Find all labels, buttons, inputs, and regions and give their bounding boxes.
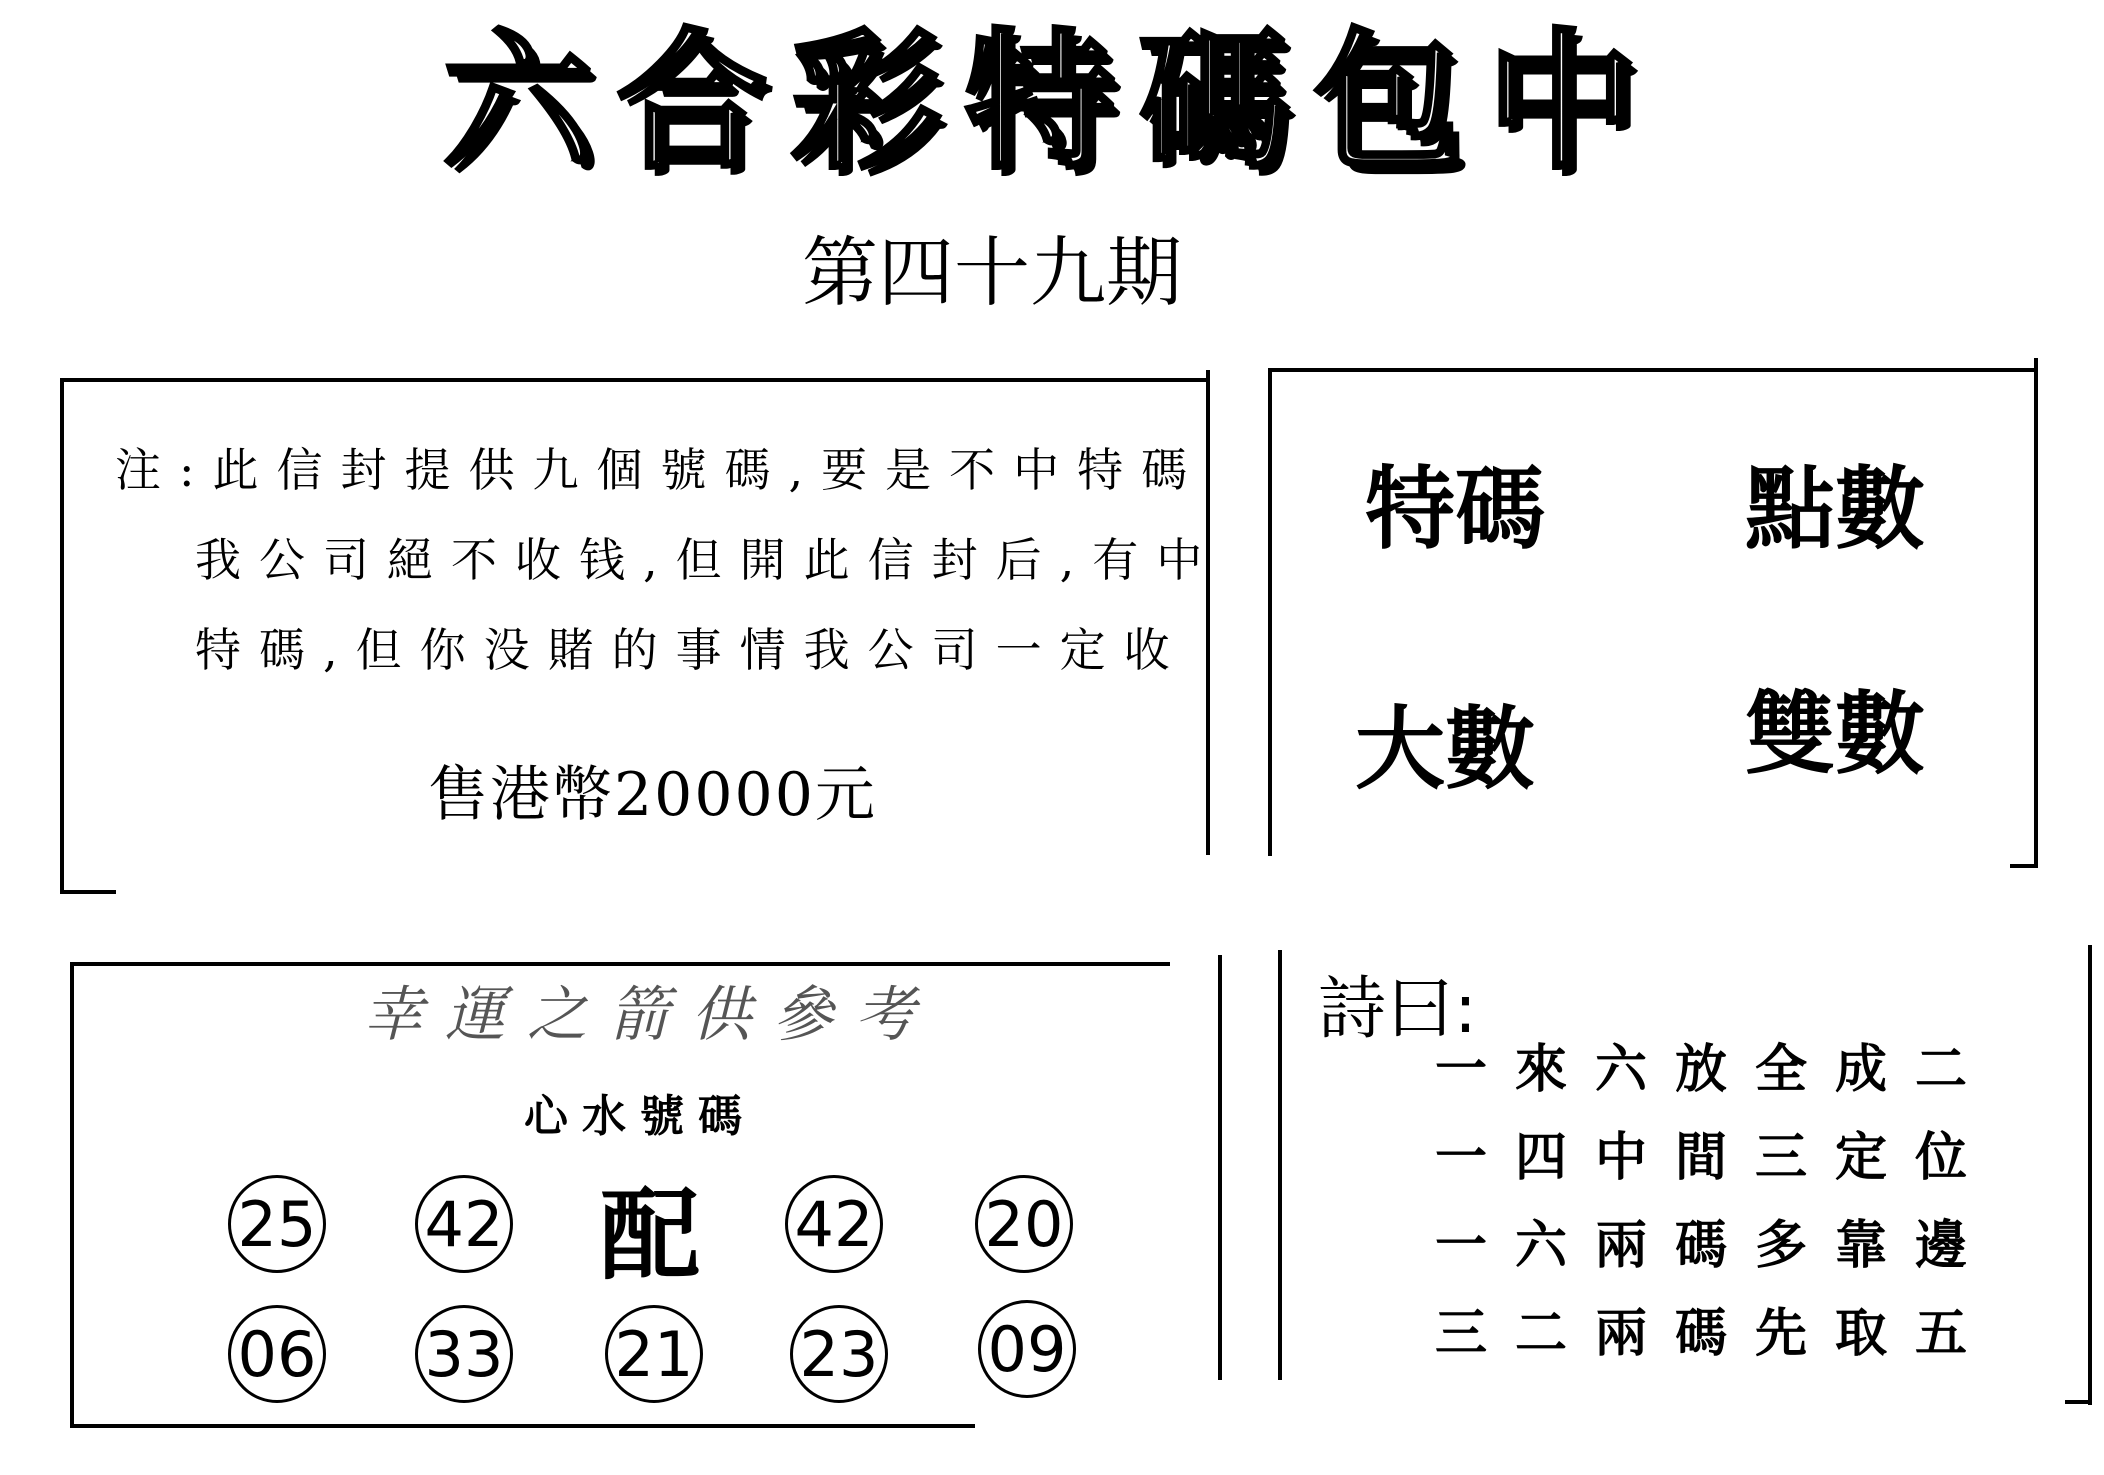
issue-number: 第四十九期 <box>802 228 1182 317</box>
poem-line-1: 一來六放全成二 <box>1435 1039 1996 1100</box>
lucky-number-ball: 06 <box>228 1305 326 1403</box>
attr-points: 點數 <box>1745 457 1925 562</box>
notice-line-2: 我公司絕不收钱,但開此信封后,有中 <box>195 533 1221 587</box>
price-text: 售港幣20000元 <box>428 760 877 830</box>
lucky-subtitle: 心水號碼 <box>524 1091 756 1142</box>
lucky-number-ball: 33 <box>415 1305 513 1403</box>
lucky-number-ball: 20 <box>975 1175 1073 1273</box>
attr-special-code: 特碼 <box>1365 457 1545 562</box>
attr-big-number: 大數 <box>1355 697 1535 802</box>
page-title: 六合彩特碼包中 <box>442 16 1661 190</box>
lucky-number-ball: 09 <box>978 1300 1076 1398</box>
poem-line-3: 一六兩碼多靠邊 <box>1435 1215 1996 1276</box>
notice-line-1: 注:此信封提供九個號碼,要是不中特碼 <box>115 443 1206 497</box>
poem-line-4: 三二兩碼先取五 <box>1435 1303 1996 1364</box>
attr-even-number: 雙數 <box>1745 682 1925 787</box>
lucky-number-ball: 21 <box>605 1305 703 1403</box>
pair-label: 配 <box>600 1176 700 1294</box>
poem-line-2: 一四中間三定位 <box>1435 1127 1996 1188</box>
lucky-title: 幸運之箭供參考 <box>363 980 937 1050</box>
lucky-number-ball: 25 <box>228 1175 326 1273</box>
lucky-number-ball: 42 <box>415 1175 513 1273</box>
poem-label: 詩曰: <box>1318 970 1477 1049</box>
notice-line-3: 特碼,但你没賭的事情我公司一定收 <box>195 623 1188 677</box>
lucky-number-ball: 23 <box>790 1305 888 1403</box>
lucky-number-ball: 42 <box>785 1175 883 1273</box>
